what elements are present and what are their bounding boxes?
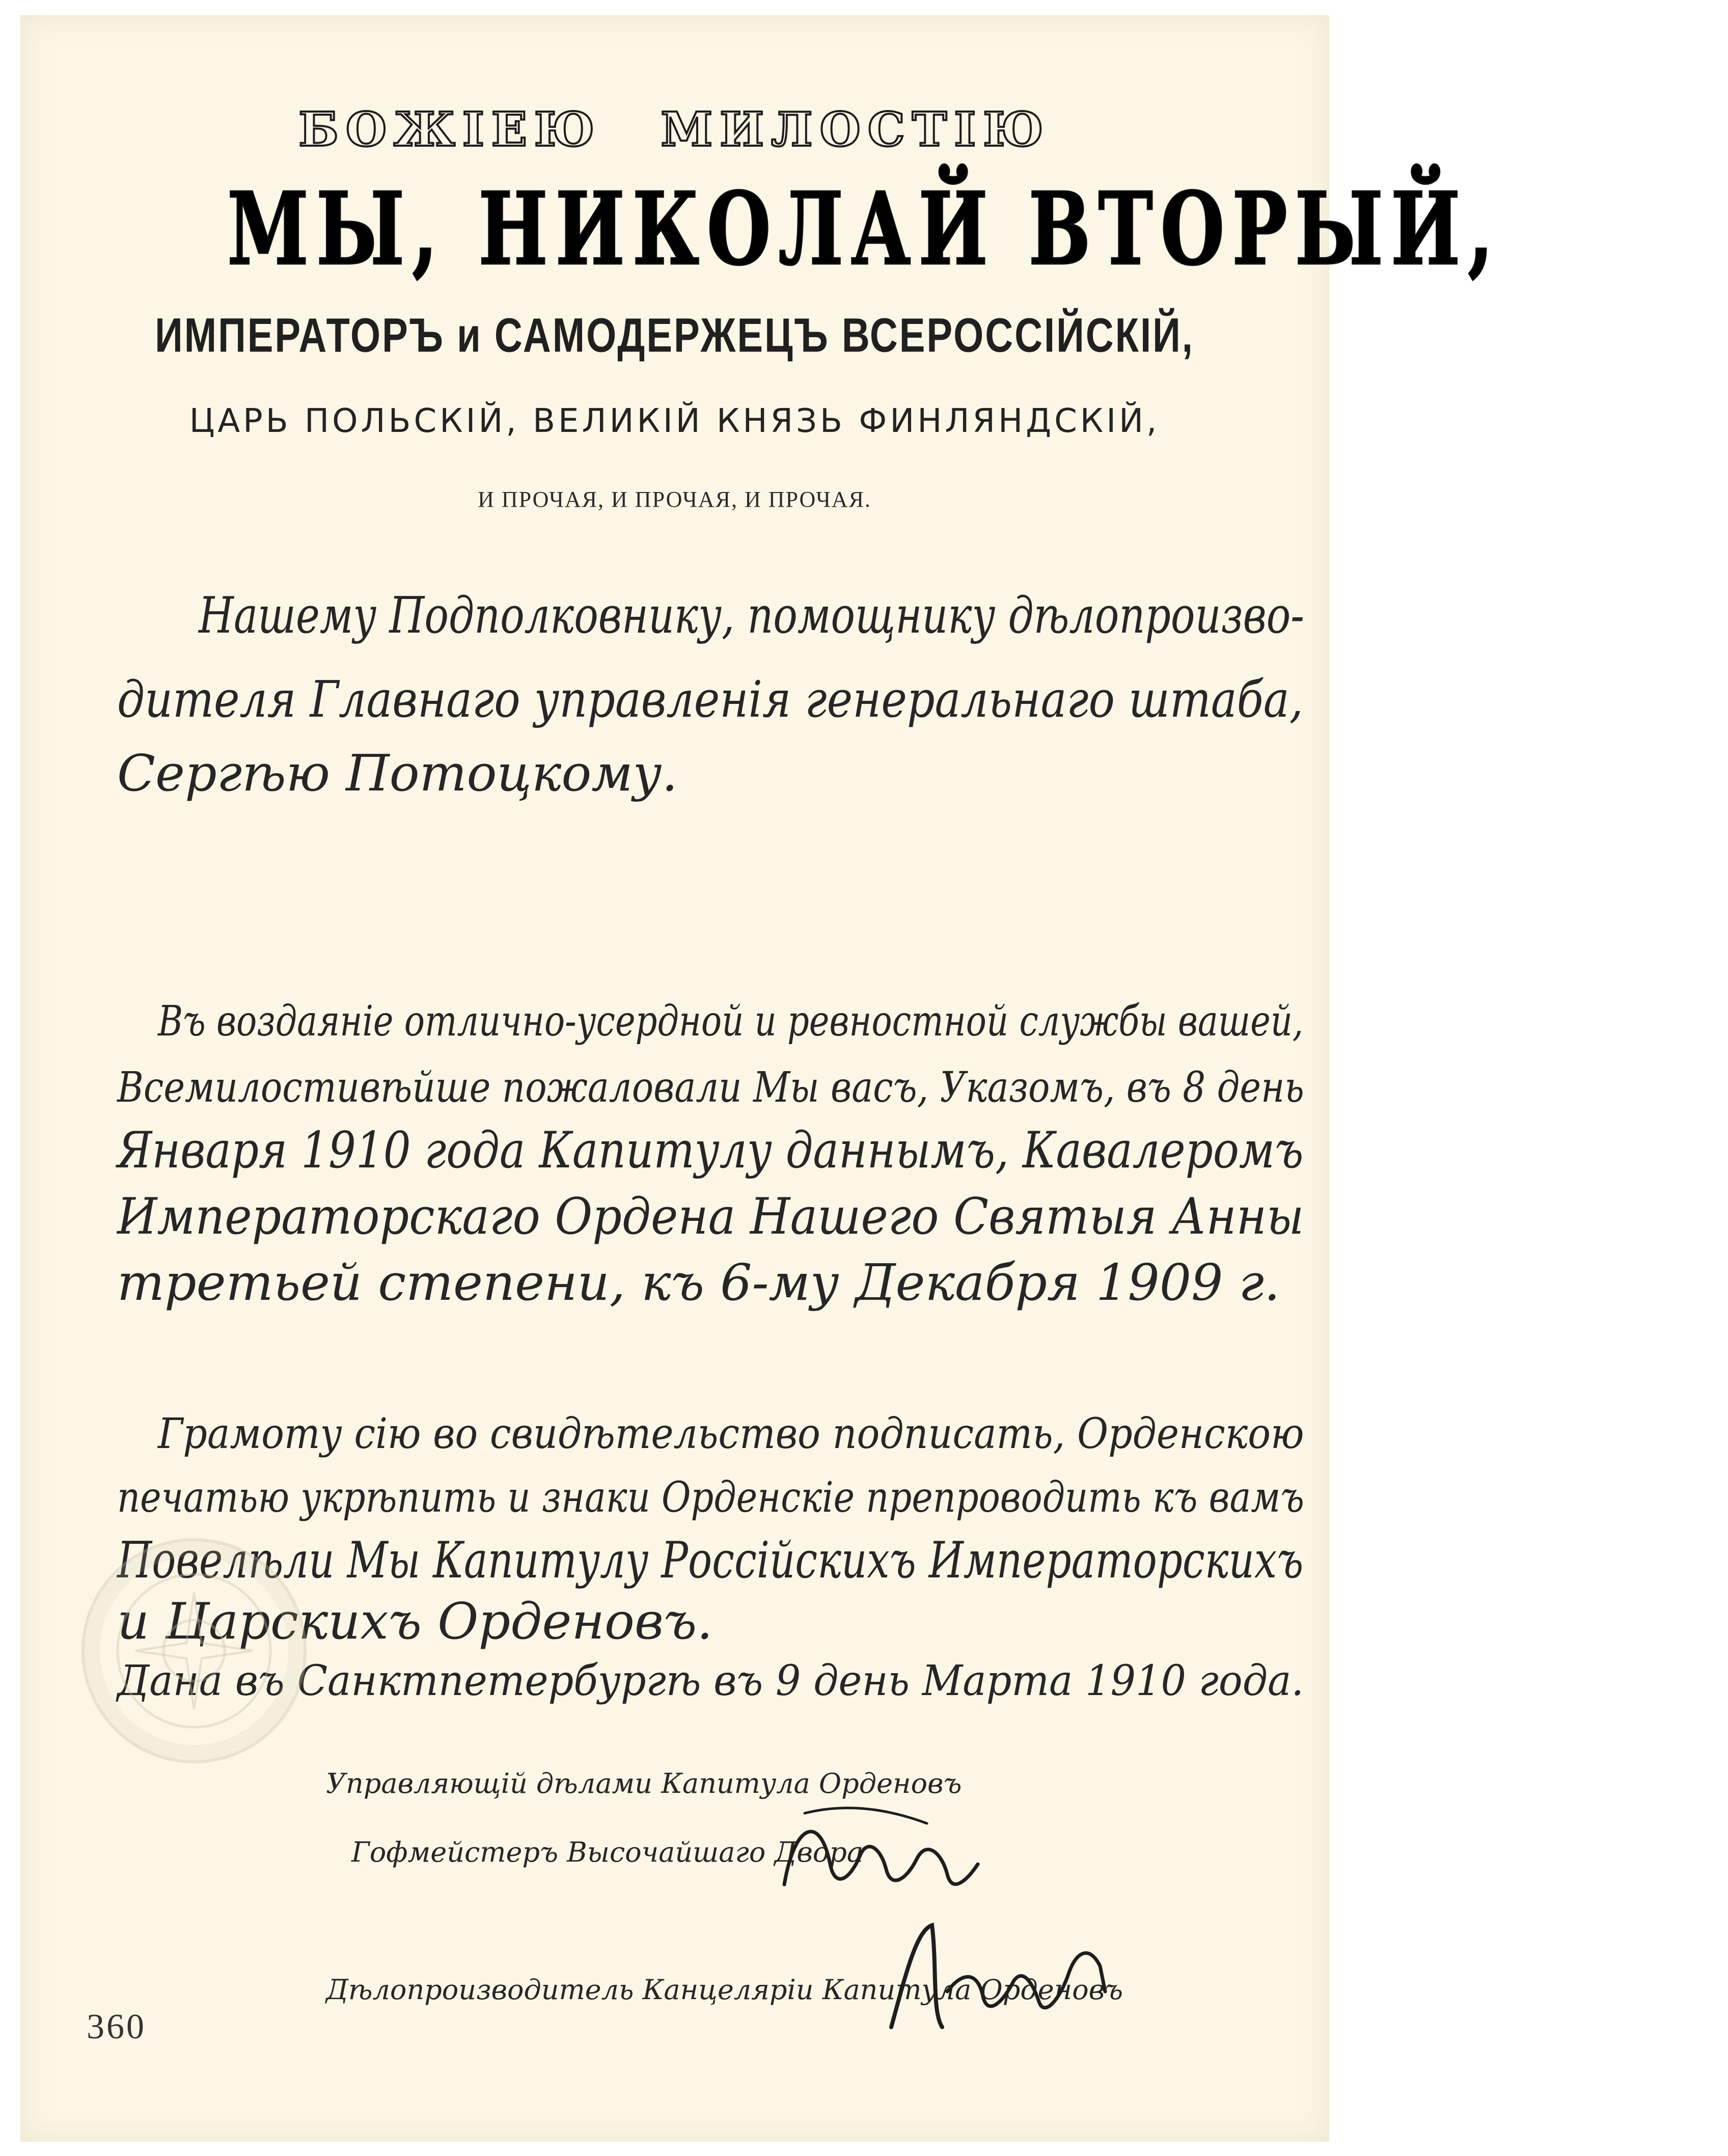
header-emperor-title: ИМПЕРАТОРЪ и САМОДЕРЖЕЦЪ ВСЕРОССІЙСКІЙ, (155, 308, 1194, 363)
address-line-2: дителя Главнаго управленія генеральнаго штаба, (117, 671, 1303, 729)
award-line-1: Въ воздаяніе отлично-усердной и ревностной службы вашей, (158, 997, 1304, 1046)
header-emperor-name: МЫ, НИКОЛАЙ ВТОРЫЙ, (0, 171, 1349, 288)
charter-line-4: и Царскихъ Орденовъ. (117, 1593, 713, 1651)
header-tsar-title: ЦАРЬ ПОЛЬСКІЙ, ВЕЛИКІЙ КНЯЗЬ ФИНЛЯНДСКІЙ, (189, 402, 1160, 440)
charter-line-5: Дана въ Санктпетербургѣ въ 9 день Марта 1910 года. (117, 1657, 1304, 1705)
award-line-2: Всемилостивѣйше пожаловали Мы васъ, Указомъ, въ 8 день (117, 1063, 1304, 1112)
signatory-line-1: Управляющій дѣлами Капитула Орденовъ (326, 1767, 962, 1799)
signatory-line-2: Гофмейстеръ Высочайшаго Двора (351, 1836, 864, 1868)
embossed-seal (81, 1538, 307, 1763)
award-line-5: третьей степени, къ 6-му Декабря 1909 г. (117, 1254, 1280, 1312)
award-line-4: Императорскаго Ордена Нашего Святыя Анны (117, 1188, 1304, 1246)
award-line-3: Января 1910 года Капитулу даннымъ, Кавалеромъ (117, 1122, 1304, 1180)
address-line-1: Нашему Подполковнику, помощнику дѣлопроизво- (199, 587, 1304, 645)
header-etc: И ПРОЧАЯ, И ПРОЧАЯ, И ПРОЧАЯ. (478, 487, 871, 512)
seal-emblem-icon (85, 1541, 304, 1760)
handwritten-signature-icon (774, 1793, 988, 1915)
signatory-line-3: Дѣлопроизводитель Канцеляріи Капитула Орденовъ (326, 1974, 1123, 2006)
document-number: 360 (87, 2007, 146, 2046)
handwritten-signature-icon (876, 1910, 1115, 2053)
charter-line-3: Повелѣли Мы Капитулу Россійскихъ Императорскихъ (117, 1532, 1304, 1590)
charter-line-1: Грамоту сію во свидѣтельство подписать, Орденскою (158, 1410, 1304, 1458)
header-grace: БОЖІЕЮ МИЛОСТІЮ (298, 102, 1051, 157)
address-line-3: Сергѣю Потоцкому. (117, 745, 678, 803)
charter-line-2: печатью укрѣпить и знаки Орденскіе препроводить къ вамъ (117, 1473, 1304, 1522)
